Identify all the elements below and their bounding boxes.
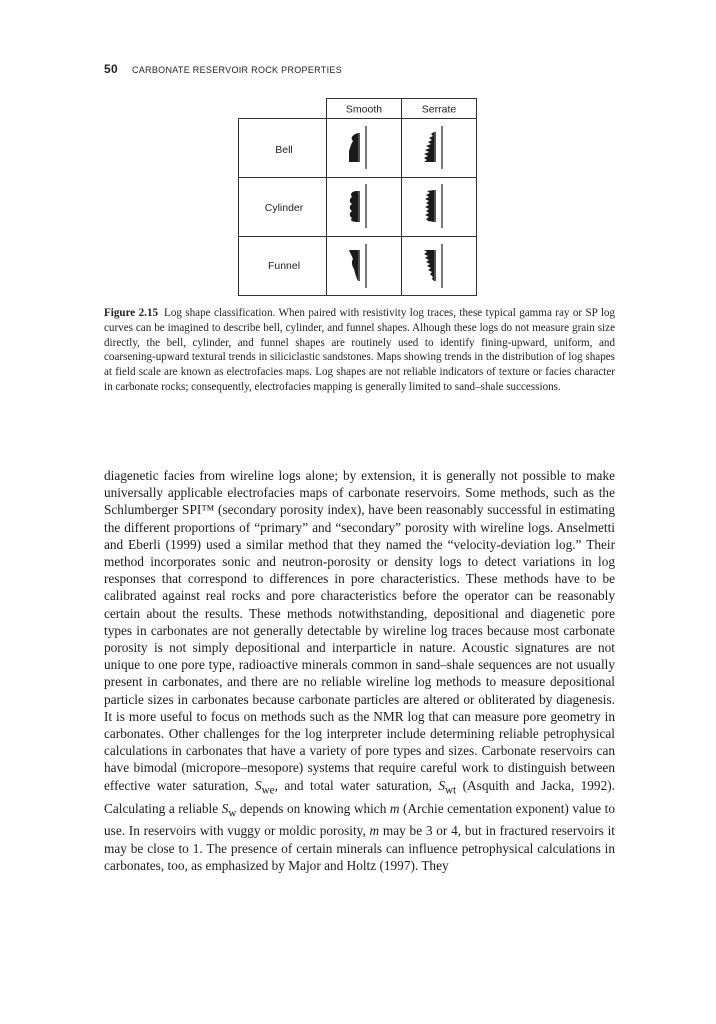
subscript-w: w xyxy=(228,807,237,820)
log-shape-funnel-serrate xyxy=(424,244,442,288)
body-text-1: diagenetic facies from wireline logs alone; by extension, it is generally not possible to make universally applicable electrofacies maps of carbonate reservoirs. Some methods, such as the Schlumberger SPI™ (secondary porosity index), have been reasonably successful in estimating the different proportions of “primary” and “secondary” porosity with wireline logs. Anselmetti and Eberli (1999) used a similar method that they named the “velocity-deviation log.” Their method incorporates sonic and neutron-porosity or density logs to detect variations in log responses that correspond to differences in pore characteristics. These methods have to be calibrated against real rocks and pore characteristics before the operator can be reasonably certain about the results. These methods notwithstanding, depositional and diagenetic pore types in carbonates are not generally detectable by wireline log traces because most carbonate porosity is not simply depositional and interparticle in nature. Acoustic signatures are not unique to one pore type, radioactive minerals common in sand–shale sequences are not usually present in carbonates, and there are no reliable wireline log methods to measure depositional particle sizes in carbonates because carbonate particles are altered or obliterated by diagenesis. It is more useful to focus on methods such as the NMR log that can measure pore geometry in carbonates. Other challenges for the log interpreter include determining reliable petrophysical calculations in carbonates that have a variety of pore types and sizes. Carbonate reservoirs can have bimodal (micropore–mesopore) systems that require careful work to distinguish between effective water saturation, xyxy=(104,468,615,793)
page-number: 50 xyxy=(104,62,118,76)
subscript-wt: wt xyxy=(445,784,457,797)
subscript-we: we xyxy=(261,784,275,797)
column-header-smooth: Smooth xyxy=(345,103,383,116)
log-shape-figure xyxy=(238,98,478,296)
row-label-cylinder: Cylinder xyxy=(264,202,304,214)
body-text-6: may be 3 or 4, but in fractured reservoirs it may be close to 1. The presence of certain minerals can influence petrophysical calculations in carbonates, too, as emphasized by Major and Holtz (1997). They xyxy=(104,823,615,873)
caption-text: Log shape classification. When paired with resistivity log traces, these typical gamma ray or SP log curves can be imagined to describe bell, cylinder, and funnel shapes. Alhough these logs do not measure grain size directly, the bell, cylinder, and funnel shapes are routinely used to identify fining-upward, uniform, and coarsening-upward textural trends in siliciclastic sandstones. Maps showing trends in the distribution of log shapes at field scale are known as electrofacies maps. Log shapes are not reliable indicators of texture or facies character in carbonate rocks; consequently, electrofacies mapping is generally limited to sand–shale successions. xyxy=(104,307,615,393)
log-shape-bell-serrate xyxy=(424,126,442,169)
log-shape-cylinder-smooth xyxy=(350,184,366,228)
log-shape-funnel-smooth xyxy=(349,244,366,288)
symbol-m: m xyxy=(389,800,400,816)
symbol-s: S xyxy=(254,777,262,793)
body-paragraph xyxy=(104,467,615,874)
running-head xyxy=(104,62,342,76)
symbol-m: m xyxy=(369,823,380,839)
body-text-3: (Asquith and Jacka, 1992). Calculating a reliable xyxy=(104,777,615,816)
body-text-2: , and total water saturation, xyxy=(274,777,439,793)
log-shape-cylinder-serrate xyxy=(425,184,442,228)
row-label-bell: Bell xyxy=(275,144,293,156)
symbol-s: S xyxy=(438,777,446,793)
figure-caption xyxy=(104,306,615,395)
figure-label: Figure 2.15 xyxy=(104,307,159,319)
symbol-s: S xyxy=(221,800,229,816)
body-text-4: depends on knowing which xyxy=(236,800,390,816)
body-text-5: (Archie cementation exponent) value to use. In reservoirs with vuggy or moldic porosity, xyxy=(104,800,616,839)
column-header-serrate: Serrate xyxy=(421,103,457,116)
running-title: CARBONATE RESERVOIR ROCK PROPERTIES xyxy=(131,65,342,75)
row-label-funnel: Funnel xyxy=(267,260,301,272)
log-shape-bell-smooth xyxy=(349,126,366,169)
